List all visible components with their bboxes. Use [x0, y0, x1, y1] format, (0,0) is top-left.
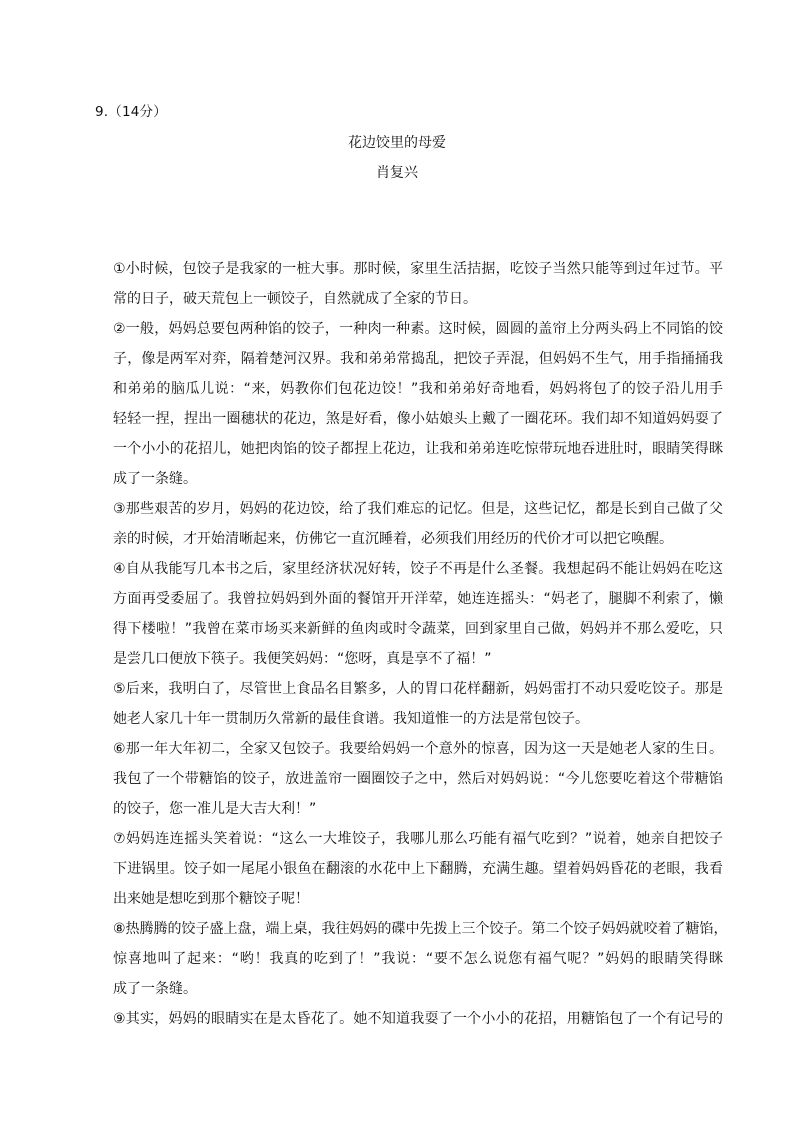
text-line: 一个小小的花招儿，她把肉馅的饺子都捏上花边，让我和弟弟连吃惊带玩地吞进肚时，眼睛笑得眯: [113, 441, 723, 457]
text-line: 出来她是想吃到那个糖饺子呢！: [113, 891, 309, 907]
text-line: 的饺子，您一准儿是大吉大利！”: [113, 801, 317, 817]
text-line: 她老人家几十年一贯制历久常新的最佳食谱。我知道惟一的方法是常包饺子。: [113, 711, 589, 727]
text-line: 和弟弟的脑瓜儿说：“来，妈教你们包花边饺！”我和弟弟好奇地看，妈妈将包了的饺子沿儿用手: [113, 381, 723, 397]
text-line: ④自从我能写几本书之后，家里经济状况好转，饺子不再是什么圣餐。我想起码不能让妈妈在吃这: [113, 561, 723, 577]
text-line: 方面再受委屈了。我曾拉妈妈到外面的餐馆开开洋荤，她连连摇头：“妈老了，腿脚不利索了，懒: [113, 591, 723, 607]
question-number: 9.（14分）: [95, 104, 167, 120]
text-line: 亲的时候，才开始清晰起来，仿佛它一直沉睡着，必须我们用经历的代价才可以把它唤醒。: [113, 531, 673, 547]
text-line: ①小时候，包饺子是我家的一桩大事。那时候，家里生活拮据，吃饺子当然只能等到过年过节。平: [113, 261, 723, 277]
text-line: 子，像是两军对弈，隔着楚河汉界。我和弟弟常捣乱，把饺子弄混，但妈妈不生气，用手指捅捅我: [113, 351, 723, 367]
text-line: ⑦妈妈连连摇头笑着说：“这么一大堆饺子，我哪儿那么巧能有福气吃到？”说着，她亲自把饺子: [113, 831, 723, 847]
text-line: ⑧热腾腾的饺子盛上盘，端上桌，我往妈妈的碟中先拨上三个饺子。第二个饺子妈妈就咬着了糖馅，: [113, 921, 728, 937]
text-line: 常的日子，破天荒包上一顿饺子，自然就成了全家的节日。: [113, 291, 477, 307]
text-line: ⑤后来，我明白了，尽管世上食品名目繁多，人的胃口花样翻新，妈妈雷打不动只爱吃饺子。那是: [113, 681, 723, 697]
text-line: 轻轻一捏，捏出一圈穗状的花边，煞是好看，像小姑娘头上戴了一圈花环。我们却不知道妈妈耍了: [113, 411, 723, 427]
text-line: 惊喜地叫了起来：“哟！我真的吃到了！”我说：“要不怎么说您有福气呢？”妈妈的眼睛笑得眯: [113, 951, 723, 967]
text-line: ②一般，妈妈总要包两种馅的饺子，一种肉一种素。这时候，圆圆的盖帘上分两头码上不同馅的饺: [113, 321, 723, 337]
text-line: 我包了一个带糖馅的饺子，放进盖帘一圈圈饺子之中，然后对妈妈说：“今儿您要吃着这个带糖馅: [113, 771, 723, 787]
text-line: 得下楼啦！”我曾在菜市场买来新鲜的鱼肉或时令蔬菜，回到家里自己做，妈妈并不那么爱吃，只: [113, 621, 723, 637]
article-author: 肖复兴: [376, 165, 418, 181]
text-line: ⑨其实，妈妈的眼睛实在是太昏花了。她不知道我耍了一个小小的花招，用糖馅包了一个有记号的: [113, 1011, 723, 1027]
text-line: 是尝几口便放下筷子。我便笑妈妈：“您呀，真是享不了福！”: [113, 651, 492, 667]
text-line: ⑥那一年大年初二，全家又包饺子。我要给妈妈一个意外的惊喜，因为这一天是她老人家的生日。: [113, 741, 723, 757]
article-body: [113, 254, 728, 1034]
article-title: 花边饺里的母爱: [348, 135, 446, 151]
text-line: 下进锅里。饺子如一尾尾小银鱼在翻滚的水花中上下翻腾，充满生趣。望着妈妈昏花的老眼，我看: [113, 861, 723, 877]
text-line: ③那些艰苦的岁月，妈妈的花边饺，给了我们难忘的记忆。但是，这些记忆，都是长到自己做了父: [113, 501, 723, 517]
text-line: 成了一条缝。: [113, 471, 197, 487]
text-line: 成了一条缝。: [113, 981, 197, 997]
